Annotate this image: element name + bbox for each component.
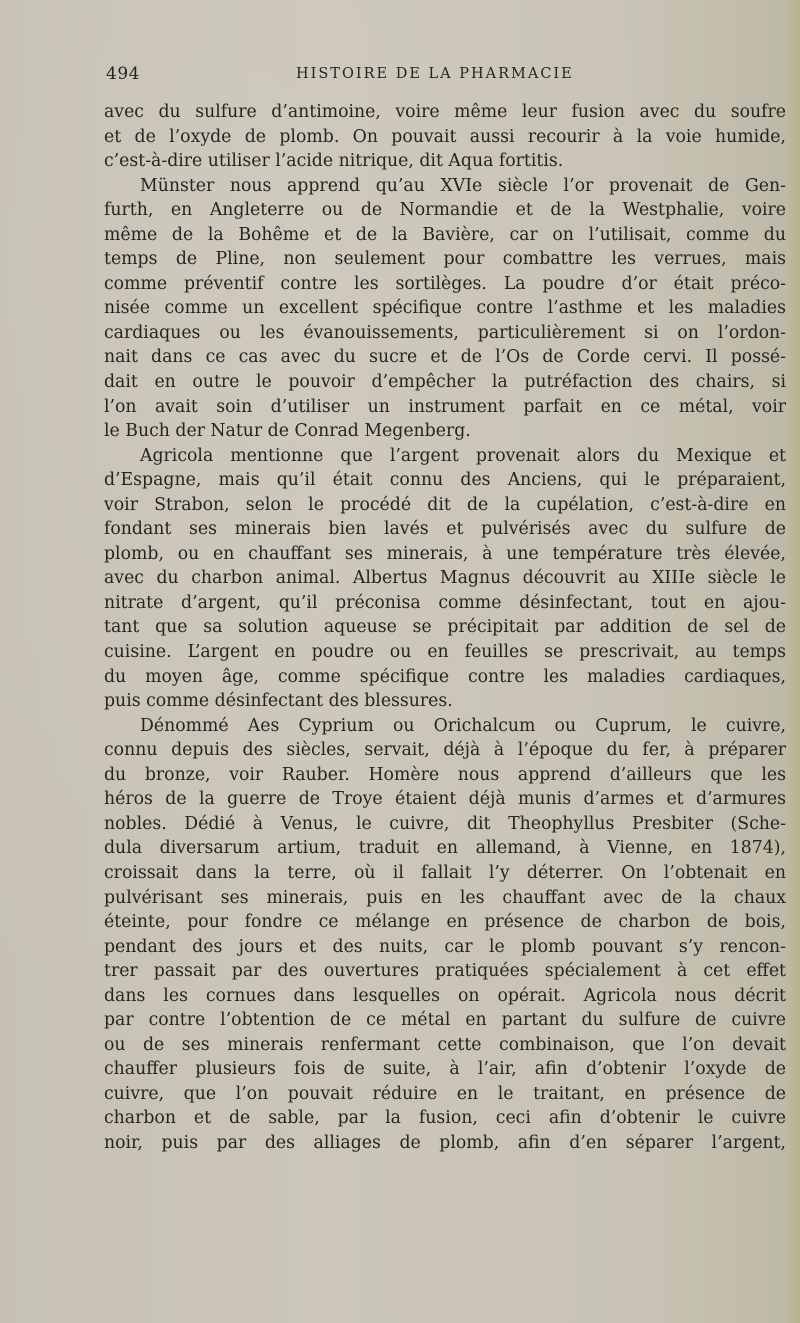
text-line: trer passait par des ouvertures pratiquées spécialement à cet effet: [104, 961, 786, 982]
text-line: croissait dans la terre, où il fallait l’y déterrer. On l’obtenait en: [104, 862, 786, 883]
text-line: dula diversarum artium, traduit en allemand, à Vienne, en 1874),: [104, 838, 786, 859]
page-number: 494: [106, 64, 140, 84]
text-line: le Buch der Natur de Conrad Megenberg.: [104, 421, 471, 442]
text-line: et de l’oxyde de plomb. On pouvait aussi recourir à la voie humide,: [104, 126, 786, 147]
text-line: dait en outre le pouvoir d’empêcher la putréfaction des chairs, si: [104, 372, 786, 393]
body-text: [104, 100, 786, 1156]
running-title: HISTOIRE DE LA PHARMACIE: [296, 66, 574, 82]
text-line: cardiaques ou les évanouissements, particulièrement si on l’ordon-: [104, 322, 786, 343]
text-line: furth, en Angleterre ou de Normandie et de la Westphalie, voire: [104, 200, 786, 221]
text-line: par contre l’obtention de ce métal en partant du sulfure de cuivre: [104, 1010, 786, 1031]
text-line: fondant ses minerais bien lavés et pulvérisés avec du sulfure de: [104, 519, 786, 540]
text-line: dans les cornues dans lesquelles on opérait. Agricola nous décrit: [104, 985, 786, 1006]
text-line: plomb, ou en chauffant ses minerais, à une température très élevée,: [104, 543, 786, 564]
text-line: pulvérisant ses minerais, puis en les chauffant avec de la chaux: [104, 887, 786, 908]
text-line: éteinte, pour fondre ce mélange en présence de charbon de bois,: [104, 912, 786, 933]
text-line: charbon et de sable, par la fusion, ceci afin d’obtenir le cuivre: [104, 1108, 786, 1129]
text-line: nait dans ce cas avec du sucre et de l’Os de Corde cervi. Il possé-: [104, 347, 786, 368]
text-line: avec du sulfure d’antimoine, voire même leur fusion avec du soufre: [104, 102, 786, 122]
text-line: nobles. Dédié à Venus, le cuivre, dit Theophyllus Presbiter (Sche-: [104, 813, 786, 834]
text-line: avec du charbon animal. Albertus Magnus découvrit au XIIIe siècle le: [104, 568, 786, 589]
text-line: c’est-à-dire utiliser l’acide nitrique, dit Aqua fortitis.: [104, 151, 564, 172]
text-line: du bronze, voir Rauber. Homère nous apprend d’ailleurs que les: [104, 764, 786, 785]
text-line: ou de ses minerais renfermant cette combinaison, que l’on devait: [104, 1034, 786, 1055]
text-line: nisée comme un excellent spécifique contre l’asthme et les maladies: [104, 298, 786, 319]
text-line: nitrate d’argent, qu’il préconisa comme désinfectant, tout en ajou-: [104, 592, 786, 613]
text-line: temps de Pline, non seulement pour combattre les verrues, mais: [104, 249, 786, 270]
text-line: puis comme désinfectant des blessures.: [104, 691, 453, 712]
text-line: comme préventif contre les sortilèges. La poudre d’or était préco-: [104, 273, 786, 294]
text-line: chauffer plusieurs fois de suite, à l’air, afin d’obtenir l’oxyde de: [104, 1059, 786, 1080]
text-line: noir, puis par des alliages de plomb, afin d’en séparer l’argent,: [104, 1132, 786, 1153]
text-line: d’Espagne, mais qu’il était connu des Anciens, qui le préparaient,: [104, 470, 786, 491]
text-line: Dénommé Aes Cyprium ou Orichalcum ou Cuprum, le cuivre,: [140, 715, 786, 736]
text-line: cuisine. L’argent en poudre ou en feuilles se prescrivait, au temps: [104, 642, 786, 663]
text-line: pendant des jours et des nuits, car le plomb pouvant s’y rencon-: [104, 936, 786, 957]
page-edge-discoloration: [786, 0, 800, 1323]
text-line: tant que sa solution aqueuse se précipitait par addition de sel de: [104, 617, 786, 638]
text-line: voir Strabon, selon le procédé dit de la cupélation, c’est-à-dire en: [104, 494, 786, 515]
text-line: l’on avait soin d’utiliser un instrument parfait en ce métal, voir: [104, 396, 786, 417]
text-line: cuivre, que l’on pouvait réduire en le traitant, en présence de: [104, 1083, 786, 1104]
page-header: [106, 64, 786, 88]
text-line: héros de la guerre de Troye étaient déjà munis d’armes et d’armures: [104, 789, 786, 810]
text-line: Münster nous apprend qu’au XVIe siècle l’or provenait de Gen-: [140, 175, 786, 196]
text-line: même de la Bohême et de la Bavière, car on l’utilisait, comme du: [104, 224, 786, 245]
text-line: du moyen âge, comme spécifique contre les maladies cardiaques,: [104, 666, 786, 687]
text-line: connu depuis des siècles, servait, déjà à l’époque du fer, à préparer: [104, 740, 786, 761]
text-line: Agricola mentionne que l’argent provenait alors du Mexique et: [140, 445, 786, 466]
